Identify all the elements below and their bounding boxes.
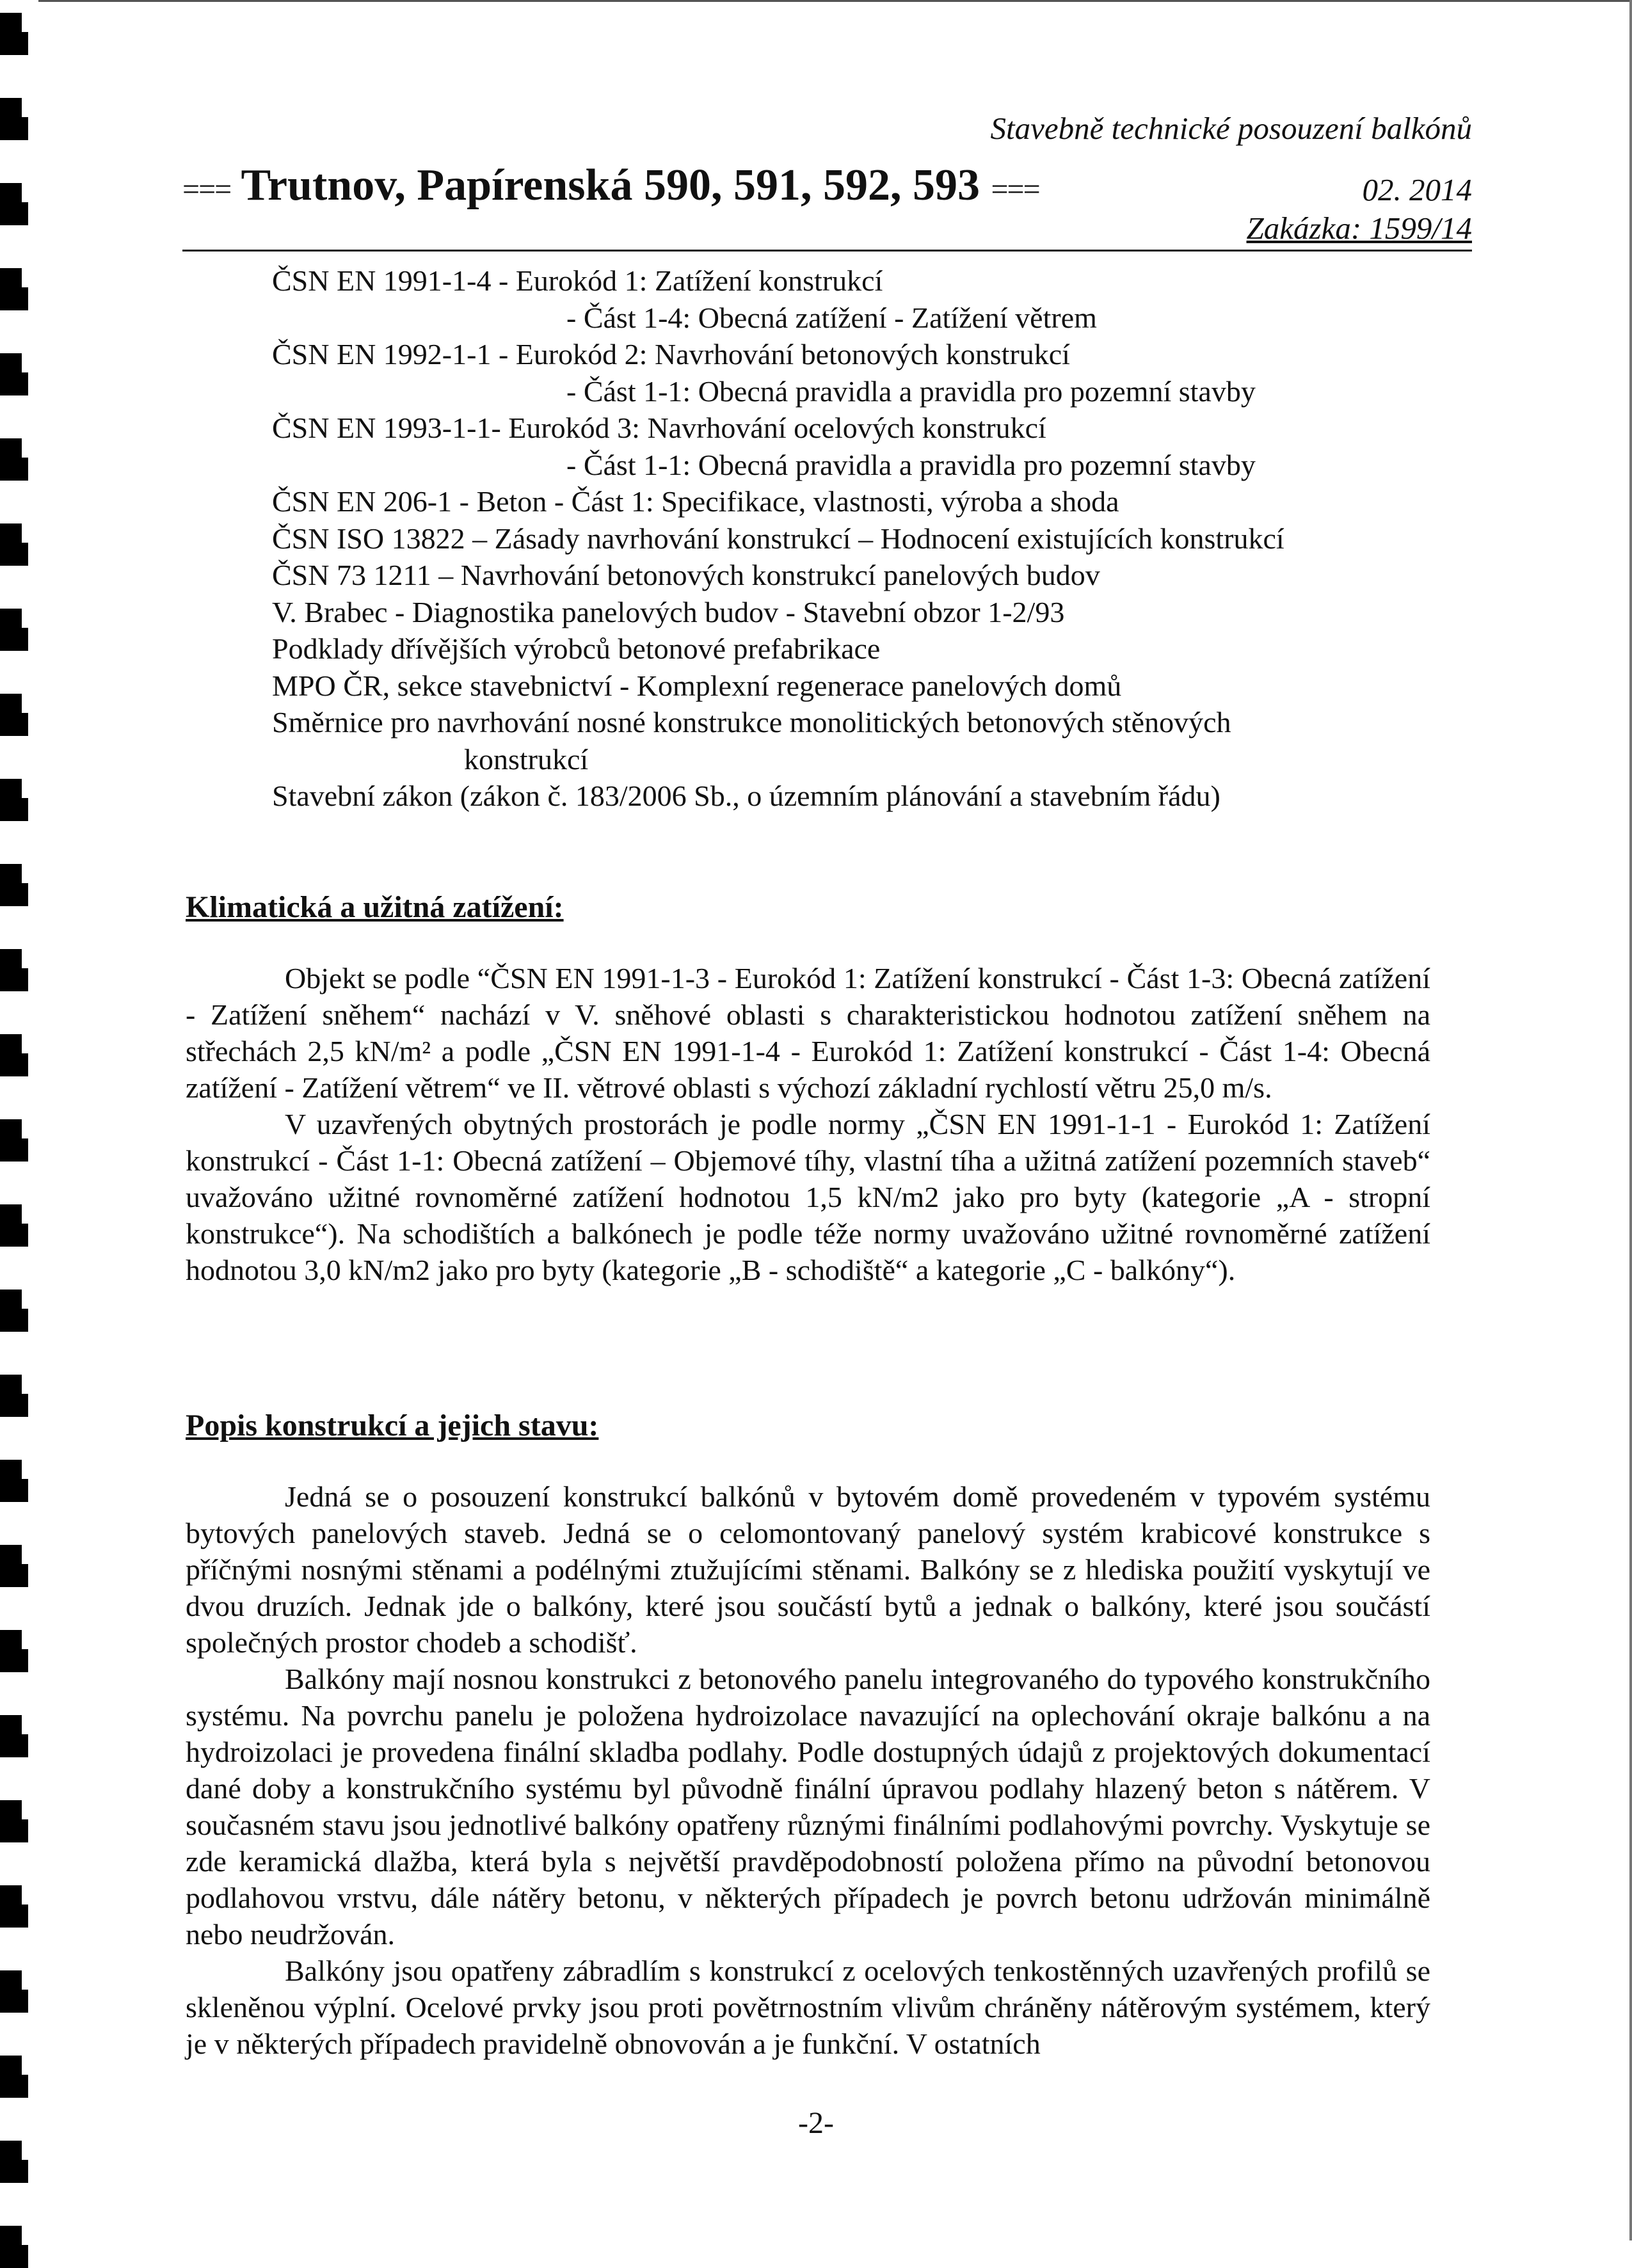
reference-item: - Část 1-4: Obecná zatížení - Zatížení větrem	[566, 301, 1097, 334]
reference-item: Stavební zákon (zákon č. 183/2006 Sb., o územním plánování a stavebním řádu)	[272, 779, 1220, 812]
page-number: -2-	[798, 2106, 834, 2140]
binding-hole	[0, 694, 22, 736]
title-dash-right: ===	[991, 172, 1039, 207]
scan-edge-top	[38, 0, 1632, 2]
reference-item: ČSN EN 1993-1-1- Eurokód 3: Navrhování ocelových konstrukcí	[272, 411, 1046, 444]
order-number: Zakázka: 1599/14	[1246, 211, 1472, 246]
binding-hole	[0, 523, 22, 566]
header-divider	[182, 250, 1472, 252]
binding-hole	[0, 1970, 22, 2013]
spiral-binding	[0, 0, 38, 2240]
paragraph: V uzavřených obytných prostorách je podle normy „ČSN EN 1991-1-1 - Eurokód 1: Zatížení konstrukcí - Část 1-1: Obecná zatížení – Objemové tíhy, vlastní tíha a užitná zatížení pozemních staveb“ uvažováno užitné rovnoměrné zatížení hodnotou 1,5 kN/m2 jako pro byty (kategorie „A - stropní konstrukce“). Na schodištích a balkónech je podle téže normy uvažováno užitné rovnoměrné zatížení hodnotou 3,0 kN/m2 jako pro byty (kategorie „B - schodiště“ a kategorie „C - balkóny“).	[186, 1108, 1430, 1286]
binding-hole	[0, 1630, 22, 1672]
binding-hole	[0, 1460, 22, 1502]
binding-hole	[0, 183, 22, 225]
reference-item: - Část 1-1: Obecná pravidla a pravidla pro pozemní stavby	[566, 374, 1256, 408]
references-list	[272, 262, 1456, 815]
section-body-structures	[186, 1478, 1430, 2062]
paragraph: Balkóny mají nosnou konstrukci z betonového panelu integrovaného do typového konstrukčního systému. Na povrchu panelu je položena hydroizolace navazující na oplechování okraje balkónu a na hydroizolaci je provedena finální skladba podlahy. Podle dostupných údajů z projektových dokumentací dané doby a konstrukčního systému byl původně finální úpravou podlahy hlazený beton s nátěrem. V současném stavu jsou jednotlivé balkóny opatřeny různými finálními podlahovými povrchy. Vyskytuje se zde keramická dlažba, která byla s největší pravděpodobností položena přímo na původní betonovou podlahovou vrstvu, dále nátěry betonu, v některých případech je povrch betonu udržován minimálně nebo neudržován.	[186, 1663, 1430, 1951]
document-subtitle: Stavebně technické posouzení balkónů	[990, 111, 1472, 146]
binding-hole	[0, 1715, 22, 1757]
document-date: 02. 2014	[1362, 172, 1472, 207]
binding-hole	[0, 1034, 22, 1076]
reference-item: Směrnice pro navrhování nosné konstrukce monolitických betonových stěnových	[272, 706, 1231, 739]
binding-hole	[0, 1375, 22, 1417]
document-title	[182, 160, 1039, 211]
reference-item: ČSN EN 1991-1-4 - Eurokód 1: Zatížení konstrukcí	[272, 264, 883, 297]
binding-hole	[0, 2141, 22, 2183]
binding-hole	[0, 353, 22, 395]
binding-hole	[0, 1119, 22, 1162]
paragraph: Balkóny jsou opatřeny zábradlím s konstrukcí z ocelových tenkostěnných uzavřených profilů se skleněnou výplní. Ocelové prvky jsou proti povětrnostním vlivům chráněny nátěrovým systémem, který je v některých případech pravidelně obnovován a je funkční. V ostatních	[186, 1954, 1430, 2060]
binding-hole	[0, 438, 22, 481]
reference-item: - Část 1-1: Obecná pravidla a pravidla pro pozemní stavby	[566, 448, 1256, 481]
binding-hole	[0, 13, 22, 55]
reference-item: ČSN ISO 13822 – Zásady navrhování konstrukcí – Hodnocení existujících konstrukcí	[272, 522, 1284, 555]
binding-hole	[0, 1545, 22, 1587]
section-heading-loads: Klimatická a užitná zatížení:	[186, 890, 564, 924]
reference-item: konstrukcí	[464, 742, 589, 776]
title-dash-left: ===	[182, 172, 231, 207]
title-text: Trutnov, Papírenská 590, 591, 592, 593	[241, 161, 980, 210]
section-heading-structures: Popis konstrukcí a jejich stavu:	[186, 1409, 599, 1442]
binding-hole	[0, 2226, 22, 2268]
binding-hole	[0, 268, 22, 310]
reference-item: ČSN EN 1992-1-1 - Eurokód 2: Navrhování betonových konstrukcí	[272, 338, 1070, 371]
reference-item: ČSN EN 206-1 - Beton - Část 1: Specifikace, vlastnosti, výroba a shoda	[272, 485, 1119, 518]
binding-hole	[0, 779, 22, 821]
binding-hole	[0, 2056, 22, 2098]
binding-hole	[0, 1885, 22, 1928]
paragraph: Objekt se podle “ČSN EN 1991-1-3 - Eurokód 1: Zatížení konstrukcí - Část 1-3: Obecná zatížení - Zatížení sněhem“ nachází v V. sněhové oblasti s charakteristickou hodnotou zatížení sněhem na střechách 2,5 kN/m² a podle „ČSN EN 1991-1-4 - Eurokód 1: Zatížení konstrukcí - Část 1-4: Obecná zatížení - Zatížení větrem“ ve II. větrové oblasti s výchozí základní rychlostí větru 25,0 m/s.	[186, 962, 1430, 1104]
binding-hole	[0, 1290, 22, 1332]
binding-hole	[0, 949, 22, 991]
reference-item: MPO ČR, sekce stavebnictví - Komplexní regenerace panelových domů	[272, 669, 1122, 702]
binding-hole	[0, 864, 22, 906]
reference-item: V. Brabec - Diagnostika panelových budov - Stavební obzor 1-2/93	[272, 595, 1065, 628]
binding-hole	[0, 98, 22, 140]
reference-item: Podklady dřívějších výrobců betonové prefabrikace	[272, 632, 881, 665]
section-body-loads	[186, 960, 1430, 1288]
paragraph: Jedná se o posouzení konstrukcí balkónů v bytovém domě provedeném v typovém systému bytových panelových staveb. Jedná se o celomontovaný panelový systém krabicové konstrukce s příčnými nosnými stěnami a podélnými ztužujícími stěnami. Balkóny se z hlediska použití vyskytují ve dvou druzích. Jednak jde o balkóny, které jsou součástí bytů a jednak o balkóny, které jsou součástí společných prostor chodeb a schodišť.	[186, 1480, 1430, 1659]
binding-hole	[0, 609, 22, 651]
binding-hole	[0, 1204, 22, 1247]
reference-item: ČSN 73 1211 – Navrhování betonových konstrukcí panelových budov	[272, 559, 1100, 591]
binding-hole	[0, 1800, 22, 1842]
scan-edge-right	[1629, 0, 1632, 2240]
